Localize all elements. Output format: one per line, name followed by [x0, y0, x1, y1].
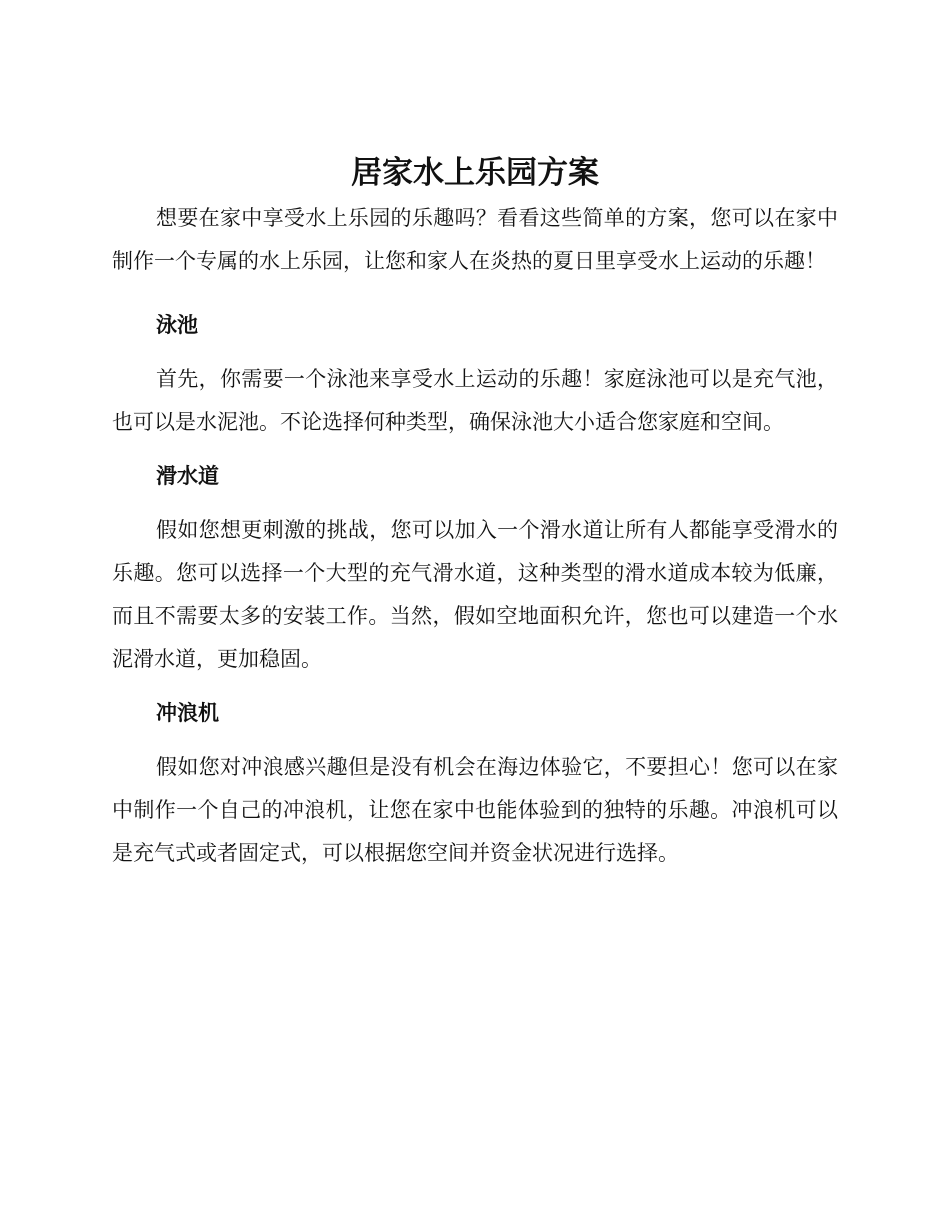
section-heading-waterslide: 滑水道 — [156, 464, 219, 488]
section-heading-surf-machine: 冲浪机 — [156, 701, 219, 725]
section-heading-pool: 泳池 — [156, 313, 198, 337]
section-body-surf-machine: 假如您对冲浪感兴趣但是没有机会在海边体验它，不要担心！您可以在家中制作一个自己的冲浪机，让您在家中也能体验到的独特的乐趣。冲浪机可以是充气式或者固定式，可以根据您空间并资金状况进行选择。 — [112, 755, 838, 865]
document-title: 居家水上乐园方案 — [351, 155, 599, 191]
section-body-pool: 首先，你需要一个泳池来享受水上运动的乐趣！家庭泳池可以是充气池，也可以是水泥池。不论选择何种类型，确保泳池大小适合您家庭和空间。 — [112, 367, 838, 434]
intro-paragraph: 想要在家中享受水上乐园的乐趣吗？看看这些简单的方案，您可以在家中制作一个专属的水上乐园，让您和家人在炎热的夏日里享受水上运动的乐趣！ — [112, 206, 838, 273]
section-body-waterslide: 假如您想更刺激的挑战，您可以加入一个滑水道让所有人都能享受滑水的乐趣。您可以选择一个大型的充气滑水道，这种类型的滑水道成本较为低廉，而且不需要太多的安装工作。当然，假如空地面积允许，您也可以建造一个水泥滑水道，更加稳固。 — [112, 518, 838, 671]
